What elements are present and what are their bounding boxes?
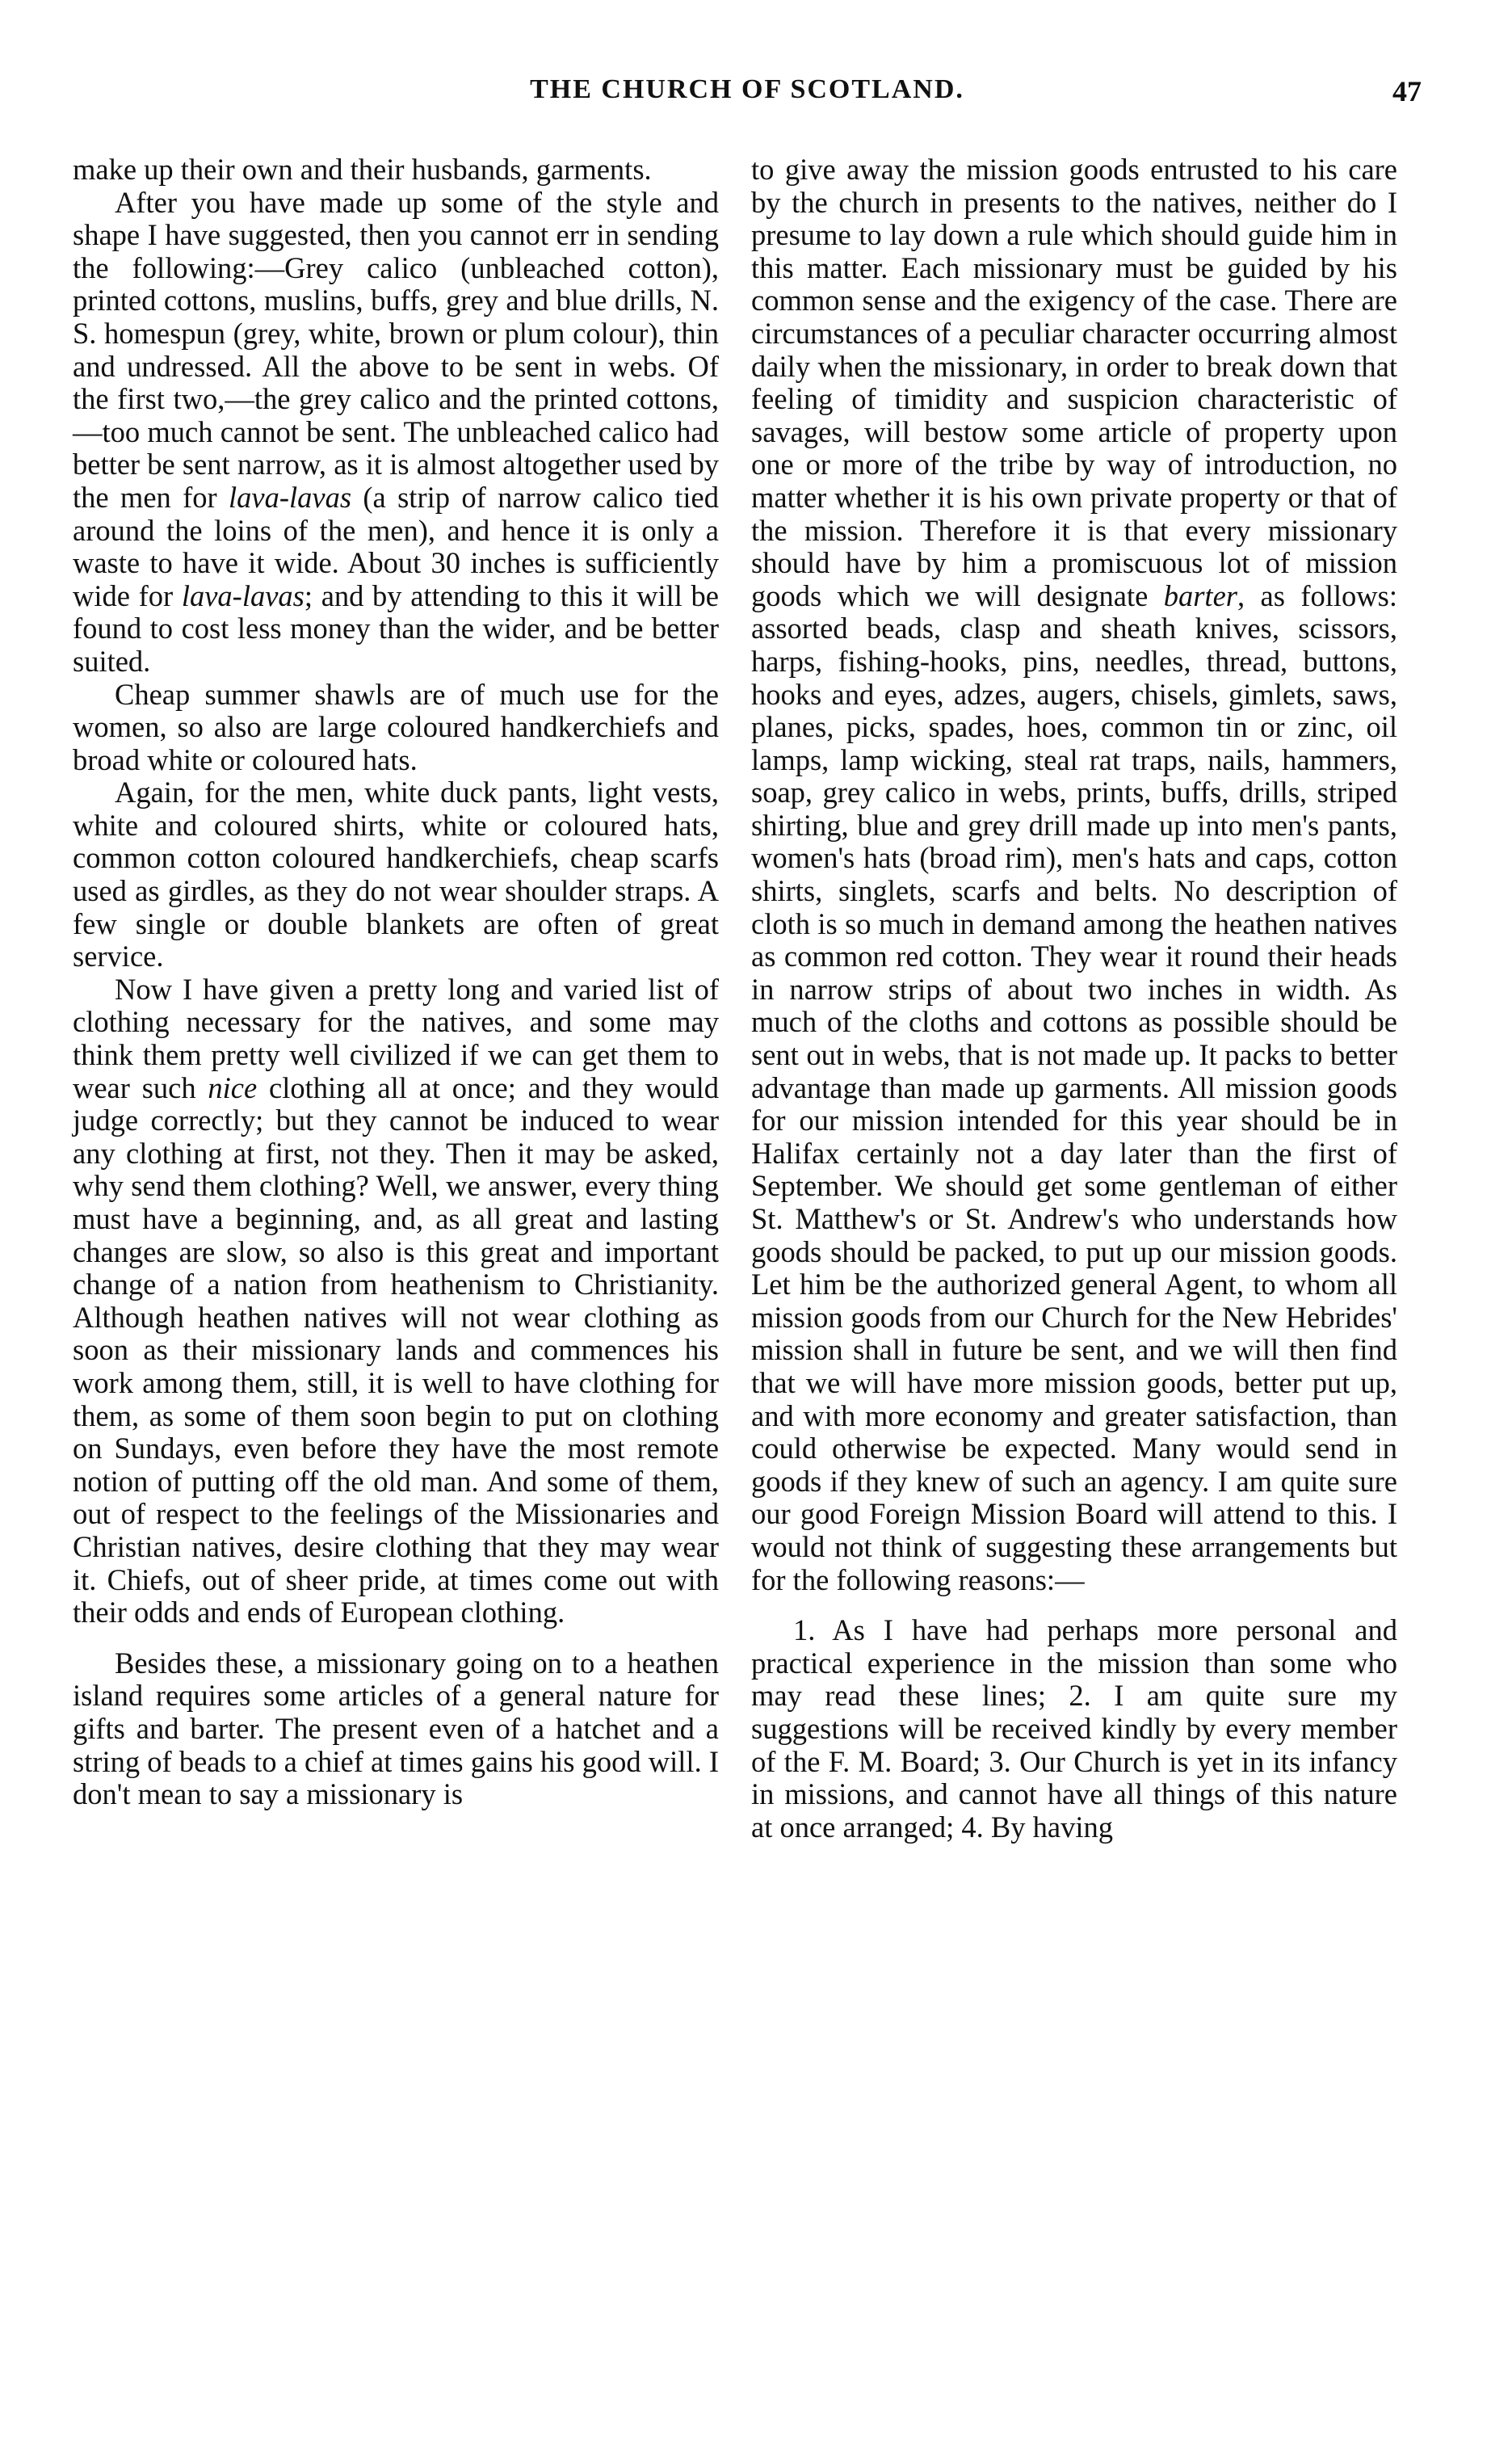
paragraph: Again, for the men, white duck pants, light vests, white and coloured shirts, white or coloured hats, common cotton coloured handkerchiefs, cheap scarfs used as girdles, as they do not wear shoulder straps. A few single or double blankets are often of great service.: [73, 776, 719, 973]
left-column: [73, 153, 719, 1811]
right-column: [751, 153, 1397, 1844]
page-number: 47: [1392, 75, 1422, 107]
paragraph: make up their own and their husbands, garments.: [73, 153, 652, 186]
paragraph: Now I have given a pretty long and varied list of clothing necessary for the natives, and some may think them pretty well civilized if we can get them to wear such nice clothing all at once; and they would judge correctly; but they cannot be induced to wear any clothing at first, not they. Then it may be asked, why send them clothing? Well, we answer, every thing must have a beginning, and, as all great and lasting changes are slow, so also is this great and important change of a nation from heathenism to Christianity. Although heathen natives will not wear clothing as soon as their missionary lands and commences his work among them, still, it is well to have clothing for them, as some of them soon begin to put on clothing on Sundays, even before they have the most remote notion of putting off the old man. And some of them, out of respect to the feelings of the Missionaries and Christian natives, desire clothing that they may wear it. Chiefs, out of sheer pride, at times come out with their odds and ends of European clothing.: [73, 972, 720, 1629]
paragraph: 1. As I have had perhaps more personal and practical experience in the mission than some who may read these lines; 2. I am quite sure my suggestions will be received kindly by every member of the F. M. Board; 3. Our Church is yet in its infancy in missions, and cannot have all things of this nature at once arranged; 4. By having: [751, 1613, 1397, 1844]
running-title: THE CHURCH OF SCOTLAND.: [530, 74, 964, 104]
paragraph: to give away the mission goods entrusted to his care by the church in presents to the natives, neither do I presume to lay down a rule which should guide him in this matter. Each missionary must be guided by his common sense and the exigency of the case. There are circumstances of a peculiar character occurring almost daily when the missionary, in order to break down that feeling of timidity and suspicion characteristic of savages, will bestow some article of property upon one or more of the tribe by way of introduction, no matter whether it is his own private property or that of the mission. Therefore it is that every missionary should have by him a promiscuous lot of mission goods which we will designate barter, as follows: assorted beads, clasp and sheath knives, scissors, harps, fishing-hooks, pins, needles, thread, buttons, hooks and eyes, adzes, augers, chisels, gimlets, saws, planes, picks, spades, hoes, common tin or zinc, oil lamps, lamp wicking, steal rat traps, nails, hammers, soap, grey calico in webs, prints, buffs, drills, striped shirting, blue and grey drill made up into men's pants, women's hats (broad rim), men's hats and caps, cotton shirts, singlets, scarfs and belts. No description of cloth is so much in demand among the heathen natives as common red cotton. They wear it round their heads in narrow strips of about two inches in width. As much of the cloths and cottons as possible should be sent out in webs, that is not made up. It packs to better advantage than made up garments. All mission goods for our mission intended for this year should be in Halifax certainly not a day later than the first of September. We should get some gentleman of either St. Matthew's or St. Andrew's who understands how goods should be packed, to put up our mission goods. Let him be the authorized general Agent, to whom all mission goods from our Church for the New Hebrides' mission shall in future be sent, and we will then find that we will have more mission goods, better put up, and with more economy and greater satisfaction, than could otherwise be expected. Many would send in goods if they knew of such an agency. I am quite sure our good Foreign Mission Board will attend to this. I would not think of suggesting these arrangements but for the following reasons:—: [751, 153, 1397, 1596]
paragraph: Cheap summer shawls are of much use for the women, so also are large coloured handkerchiefs and broad white or coloured hats.: [73, 677, 719, 776]
paragraph: Besides these, a missionary going on to a heathen island requires some articles of a general nature for gifts and barter. The present even of a hatchet and a string of beads to a chief at times gains his good will. I don't mean to say a missionary is: [73, 1646, 719, 1811]
running-header: [73, 74, 1422, 115]
paragraph: After you have made up some of the style and shape I have suggested, then you cannot err in sending the following:—Grey calico (unbleached cotton), printed cottons, muslins, buffs, grey and blue drills, N. S. homespun (grey, white, brown or plum colour), thin and undressed. All the above to be sent in webs. Of the first two,—the grey calico and the printed cottons,—too much cannot be sent. The unbleached calico had better be sent narrow, as it is almost altogether used by the men for lava-lavas (a strip of narrow calico tied around the loins of the men), and hence it is only a waste to have it wide. About 30 inches is sufficiently wide for lava-lavas; and by attending to this it will be found to cost less money than the wider, and be better suited.: [73, 185, 719, 678]
